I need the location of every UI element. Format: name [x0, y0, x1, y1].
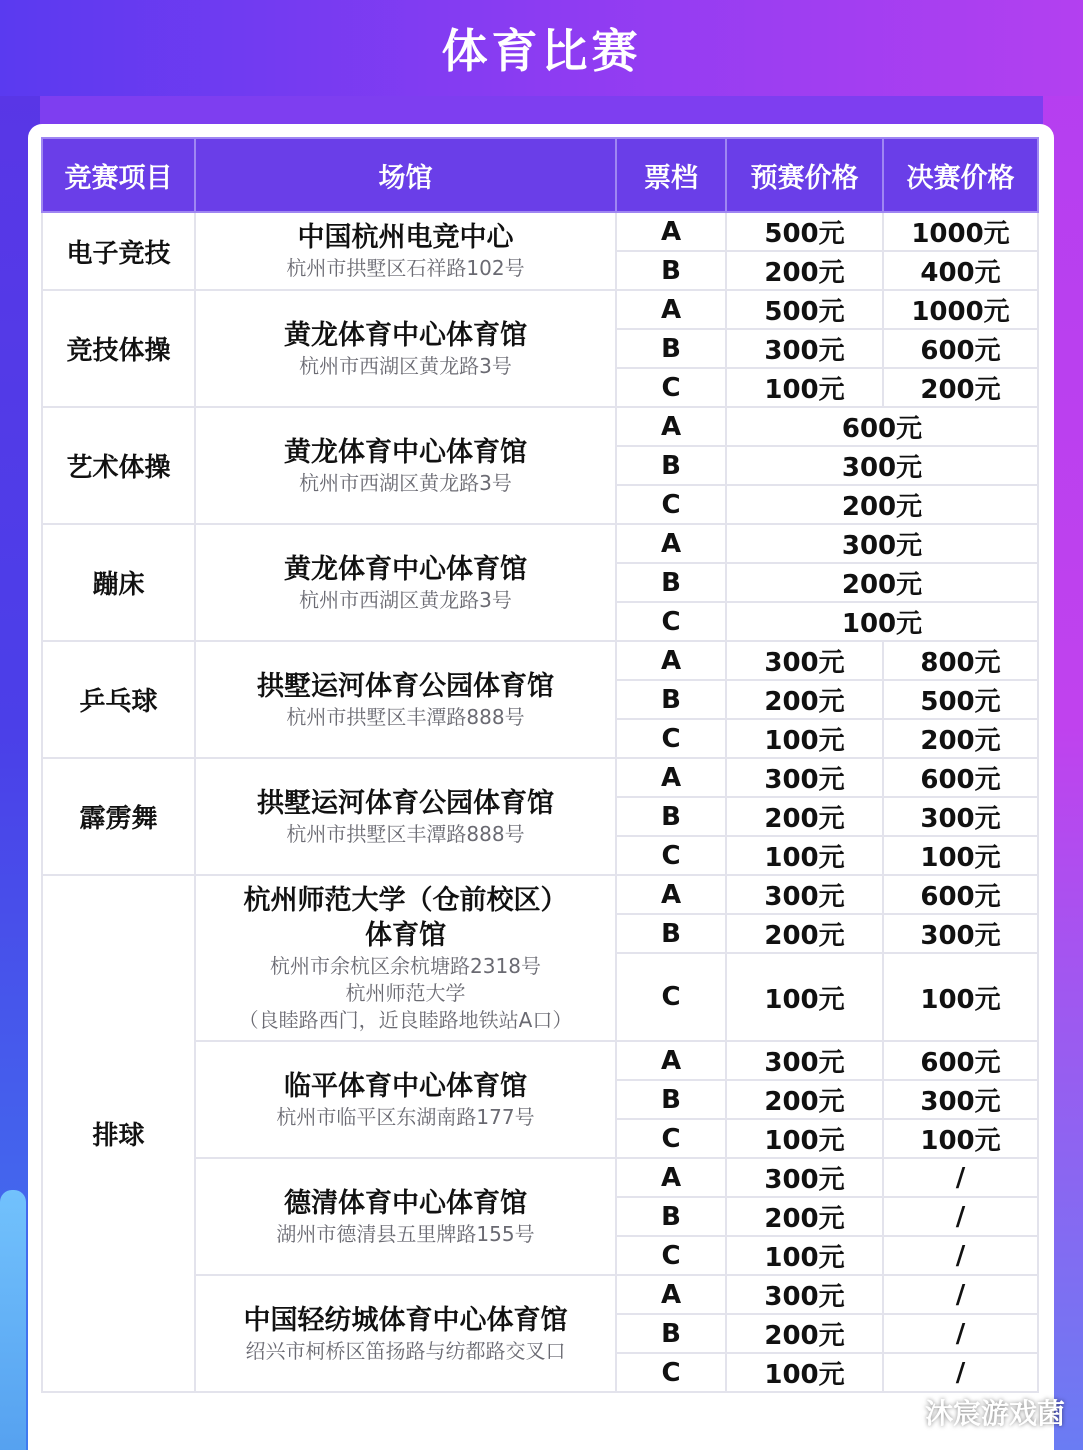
prelim-price-cell: 300元 [726, 641, 883, 680]
prelim-price-cell: 100元 [726, 1119, 883, 1158]
event-name-cell: 蹦床 [42, 524, 195, 641]
final-price-cell: 300元 [883, 797, 1038, 836]
page-header [0, 0, 1083, 96]
venue-cell [195, 407, 616, 524]
venue-name: 体育馆 [365, 919, 446, 951]
event-name-cell: 艺术体操 [42, 407, 195, 524]
venue-name: 德清体育中心体育馆 [284, 1187, 527, 1219]
venue-cell [195, 875, 616, 1041]
tier-cell: A [616, 641, 726, 680]
final-price-cell: 300元 [883, 1080, 1038, 1119]
tier-cell: B [616, 446, 726, 485]
price-cell: 600元 [726, 407, 1038, 446]
prelim-price-cell: 100元 [726, 953, 883, 1041]
tier-cell: B [616, 797, 726, 836]
table-row [42, 407, 1038, 446]
prelim-price-cell: 100元 [726, 368, 883, 407]
tier-cell: B [616, 563, 726, 602]
prelim-price-cell: 200元 [726, 1197, 883, 1236]
prelim-price-cell: 200元 [726, 1080, 883, 1119]
venue-cell [195, 524, 616, 641]
tier-cell: B [616, 680, 726, 719]
final-price-cell: 800元 [883, 641, 1038, 680]
venue-name: 杭州师范大学（仓前校区） [243, 884, 568, 916]
tier-cell: C [616, 719, 726, 758]
venue-name: 拱墅运河体育公园体育馆 [257, 787, 554, 819]
prelim-price-cell: 200元 [726, 680, 883, 719]
tier-cell: B [616, 329, 726, 368]
final-price-cell: 100元 [883, 836, 1038, 875]
venue-name: 临平体育中心体育馆 [284, 1070, 527, 1102]
final-price-cell: / [883, 1353, 1038, 1392]
venue-name: 中国杭州电竞中心 [297, 222, 514, 253]
decorative-figure [0, 1190, 26, 1450]
venue-address: 绍兴市柯桥区笛扬路与纺都路交叉口 [245, 1338, 566, 1363]
header-prelim-price: 预赛价格 [726, 138, 883, 212]
final-price-cell: / [883, 1197, 1038, 1236]
venue-address: 杭州市余杭区余杭塘路2318号 [270, 953, 541, 978]
venue-address: 杭州市拱墅区石祥路102号 [286, 256, 525, 280]
tier-cell: C [616, 1353, 726, 1392]
final-price-cell: / [883, 1158, 1038, 1197]
price-cell: 200元 [726, 485, 1038, 524]
tier-cell: B [616, 1197, 726, 1236]
final-price-cell: 1000元 [883, 290, 1038, 329]
tier-cell: B [616, 1314, 726, 1353]
tier-cell: C [616, 602, 726, 641]
final-price-cell: 300元 [883, 914, 1038, 953]
tier-cell: A [616, 758, 726, 797]
final-price-cell: 400元 [883, 251, 1038, 290]
final-price-cell: 200元 [883, 368, 1038, 407]
venue-name: 黄龙体育中心体育馆 [284, 319, 527, 351]
watermark: 沐宸游戏菌 [924, 1397, 1065, 1430]
venue-address: 杭州市拱墅区丰潭路888号 [286, 704, 525, 729]
final-price-cell: 600元 [883, 1041, 1038, 1080]
prelim-price-cell: 300元 [726, 329, 883, 368]
tier-cell: C [616, 368, 726, 407]
prelim-price-cell: 200元 [726, 251, 883, 290]
venue-cell [195, 290, 616, 407]
tier-cell: C [616, 836, 726, 875]
tier-cell: B [616, 914, 726, 953]
prelim-price-cell: 200元 [726, 1314, 883, 1353]
final-price-cell: 100元 [883, 1119, 1038, 1158]
event-name-cell: 电子竞技 [42, 212, 195, 290]
table-row [42, 758, 1038, 797]
venue-name: 拱墅运河体育公园体育馆 [257, 670, 554, 702]
tier-cell: A [616, 1041, 726, 1080]
venue-address: 杭州市西湖区黄龙路3号 [299, 470, 512, 495]
tier-cell: A [616, 407, 726, 446]
venue-cell [195, 1041, 616, 1158]
prelim-price-cell: 100元 [726, 836, 883, 875]
page-title: 体育比赛 [441, 24, 642, 78]
tier-cell: A [616, 524, 726, 563]
prelim-price-cell: 300元 [726, 1041, 883, 1080]
tier-cell: A [616, 875, 726, 914]
prelim-price-cell: 200元 [726, 914, 883, 953]
tier-cell: B [616, 1080, 726, 1119]
ticket-price-table [41, 137, 1039, 1393]
event-name-cell: 排球 [42, 875, 195, 1392]
header-event: 竞赛项目 [42, 138, 195, 212]
table-row [42, 212, 1038, 251]
final-price-cell: 600元 [883, 875, 1038, 914]
tier-cell: A [616, 212, 726, 251]
table-row [42, 524, 1038, 563]
prelim-price-cell: 300元 [726, 1275, 883, 1314]
header-tier: 票档 [616, 138, 726, 212]
venue-address: 杭州市拱墅区丰潭路888号 [286, 821, 525, 846]
final-price-cell: 1000元 [883, 212, 1038, 251]
venue-address: 杭州市临平区东湖南路177号 [276, 1104, 535, 1129]
prelim-price-cell: 300元 [726, 758, 883, 797]
venue-address: 杭州市西湖区黄龙路3号 [299, 587, 512, 612]
venue-address: 杭州市西湖区黄龙路3号 [299, 353, 512, 378]
venue-name: 中国轻纺城体育中心体育馆 [243, 1304, 568, 1336]
event-name-cell: 乒乓球 [42, 641, 195, 758]
final-price-cell: / [883, 1236, 1038, 1275]
table-row [42, 290, 1038, 329]
venue-cell [195, 1158, 616, 1275]
prelim-price-cell: 300元 [726, 1158, 883, 1197]
prelim-price-cell: 100元 [726, 1353, 883, 1392]
event-name-cell: 霹雳舞 [42, 758, 195, 875]
tier-cell: C [616, 1119, 726, 1158]
price-cell: 300元 [726, 524, 1038, 563]
prelim-price-cell: 300元 [726, 875, 883, 914]
final-price-cell: 100元 [883, 953, 1038, 1041]
venue-address: 湖州市德清县五里牌路155号 [276, 1221, 535, 1246]
final-price-cell: 600元 [883, 329, 1038, 368]
prelim-price-cell: 500元 [726, 212, 883, 251]
table-header-row [42, 138, 1038, 212]
venue-address: （良睦路西门，近良睦路地铁站A口） [238, 1007, 573, 1032]
final-price-cell: / [883, 1275, 1038, 1314]
tier-cell: A [616, 1275, 726, 1314]
tier-cell: B [616, 251, 726, 290]
table-row [42, 875, 1038, 914]
final-price-cell: / [883, 1314, 1038, 1353]
prelim-price-cell: 500元 [726, 290, 883, 329]
prelim-price-cell: 100元 [726, 1236, 883, 1275]
price-cell: 100元 [726, 602, 1038, 641]
final-price-cell: 600元 [883, 758, 1038, 797]
price-cell: 300元 [726, 446, 1038, 485]
tier-cell: C [616, 953, 726, 1041]
venue-cell [195, 641, 616, 758]
final-price-cell: 500元 [883, 680, 1038, 719]
venue-cell [195, 758, 616, 875]
final-price-cell: 200元 [883, 719, 1038, 758]
table-row [42, 641, 1038, 680]
tier-cell: A [616, 1158, 726, 1197]
venue-cell [195, 1275, 616, 1392]
venue-name: 黄龙体育中心体育馆 [284, 436, 527, 468]
header-final-price: 决赛价格 [883, 138, 1038, 212]
prelim-price-cell: 200元 [726, 797, 883, 836]
tier-cell: C [616, 1236, 726, 1275]
tier-cell: C [616, 485, 726, 524]
prelim-price-cell: 100元 [726, 719, 883, 758]
price-cell: 200元 [726, 563, 1038, 602]
venue-address: 杭州师范大学 [345, 980, 466, 1005]
tier-cell: A [616, 290, 726, 329]
venue-name: 黄龙体育中心体育馆 [284, 553, 527, 585]
event-name-cell: 竞技体操 [42, 290, 195, 407]
header-venue: 场馆 [195, 138, 616, 212]
venue-cell [195, 212, 616, 290]
table-body [42, 212, 1038, 1392]
